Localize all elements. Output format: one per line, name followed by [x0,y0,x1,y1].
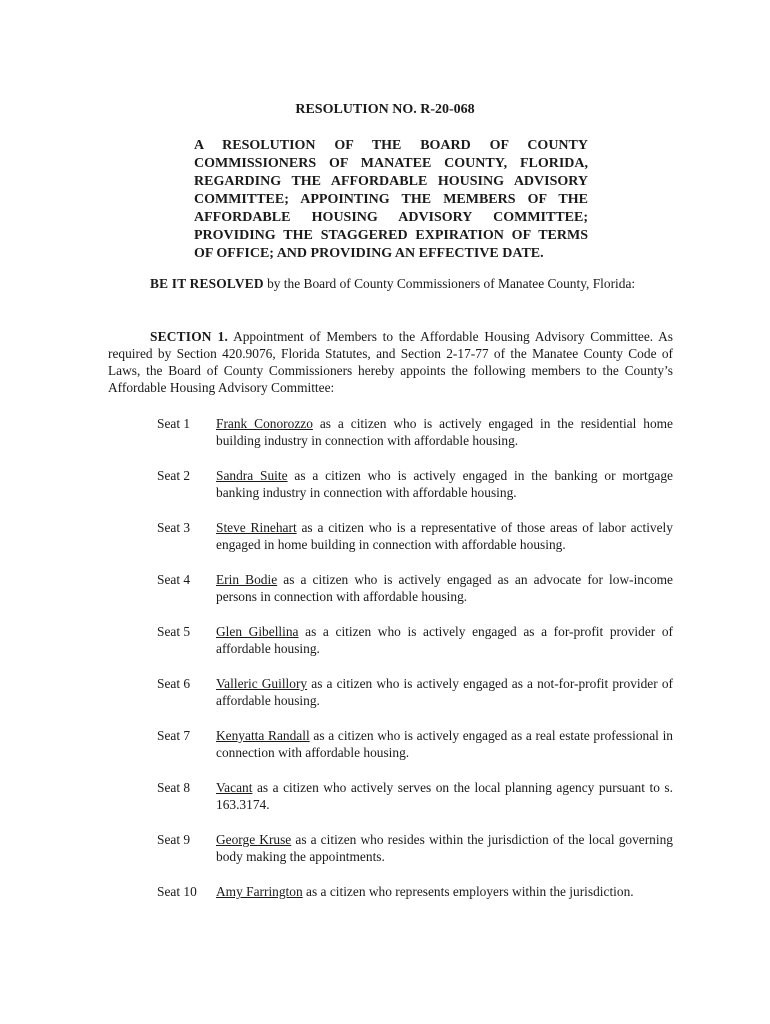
section-1-lead: SECTION 1. [150,329,229,344]
resolved-lead: BE IT RESOLVED [150,276,264,291]
seat-label: Seat 4 [157,572,191,587]
seat-description [216,571,673,605]
seat-role: as a citizen who is a representative of those areas of labor actively engaged in home building in connection with affordable housing. [216,520,673,552]
seat-role: as a citizen who represents employers within the jurisdiction. [306,884,634,899]
member-name: Amy Farrington [216,884,303,899]
section-1-text: Appointment of Members to the Affordable Housing Advisory Committee. As required by Section 420.9076, Florida Statutes, and Section 2-17-77 of the Manatee County Code of Laws, the Board of County Commissioners hereby appoints the following members to the County’s Affordable Housing Advisory Committee: [108,329,674,395]
member-name: Sandra Suite [216,468,288,483]
seat-role: as a citizen who is actively engaged in the residential home building industry in connection with affordable housing. [216,416,673,448]
seat-label: Seat 8 [157,780,191,795]
seat-description [216,779,673,813]
resolved-text: by the Board of County Commissioners of Manatee County, Florida: [267,276,636,291]
seat-role: as a citizen who is actively engaged as an advocate for low-income persons in connection with affordable housing. [216,572,674,604]
member-name: Kenyatta Randall [216,728,310,743]
seat-description [216,883,673,900]
section-1-paragraph [108,328,673,396]
resolved-paragraph [108,275,673,292]
seat-label: Seat 2 [157,468,191,483]
member-name: Frank Conorozzo [216,416,313,431]
seat-description [216,519,673,553]
member-name: George Kruse [216,832,292,847]
seat-role: as a citizen who is actively engaged as a not-for-profit provider of affordable housing. [216,676,673,708]
seat-description [216,727,673,761]
seat-label: Seat 5 [157,624,191,639]
resolution-heading: A RESOLUTION OF THE BOARD OF COUNTY COMMISSIONERS OF MANATEE COUNTY, FLORIDA, REGARDING THE AFFORDABLE HOUSING ADVISORY COMMITTEE; APPOINTING THE MEMBERS OF THE AFFORDABLE HOUSING ADVISORY COMMITTEE; PROVIDING THE STAGGERED EXPIRATION OF TERMS OF OFFICE; AND PROVIDING AN EFFECTIVE DATE. [194,138,588,261]
seat-role: as a citizen who actively serves on the local planning agency pursuant to s. 163.3174. [216,780,673,812]
seat-description [216,623,673,657]
seat-label: Seat 6 [157,676,191,691]
member-name: Steve Rinehart [216,520,297,535]
seat-label: Seat 7 [157,728,191,743]
seat-label: Seat 1 [157,416,191,431]
member-name: Valleric Guillory [216,676,308,691]
seat-label: Seat 10 [157,884,197,899]
seat-description [216,831,673,865]
seat-description [216,415,673,449]
seat-description [216,467,673,501]
seat-role: as a citizen who is actively engaged in the banking or mortgage banking industry in connection with affordable housing. [216,468,673,500]
seat-role: as a citizen who resides within the jurisdiction of the local governing body making the appointments. [216,832,673,864]
seat-description [216,675,673,709]
member-name: Erin Bodie [216,572,278,587]
member-name: Glen Gibellina [216,624,299,639]
seat-role: as a citizen who is actively engaged as a real estate professional in connection with affordable housing. [216,728,673,760]
seat-label: Seat 9 [157,832,191,847]
resolution-title: RESOLUTION NO. R-20-068 [295,102,475,117]
seat-role: as a citizen who is actively engaged as a for-profit provider of affordable housing. [216,624,673,656]
seat-label: Seat 3 [157,520,191,535]
member-name: Vacant [216,780,253,795]
